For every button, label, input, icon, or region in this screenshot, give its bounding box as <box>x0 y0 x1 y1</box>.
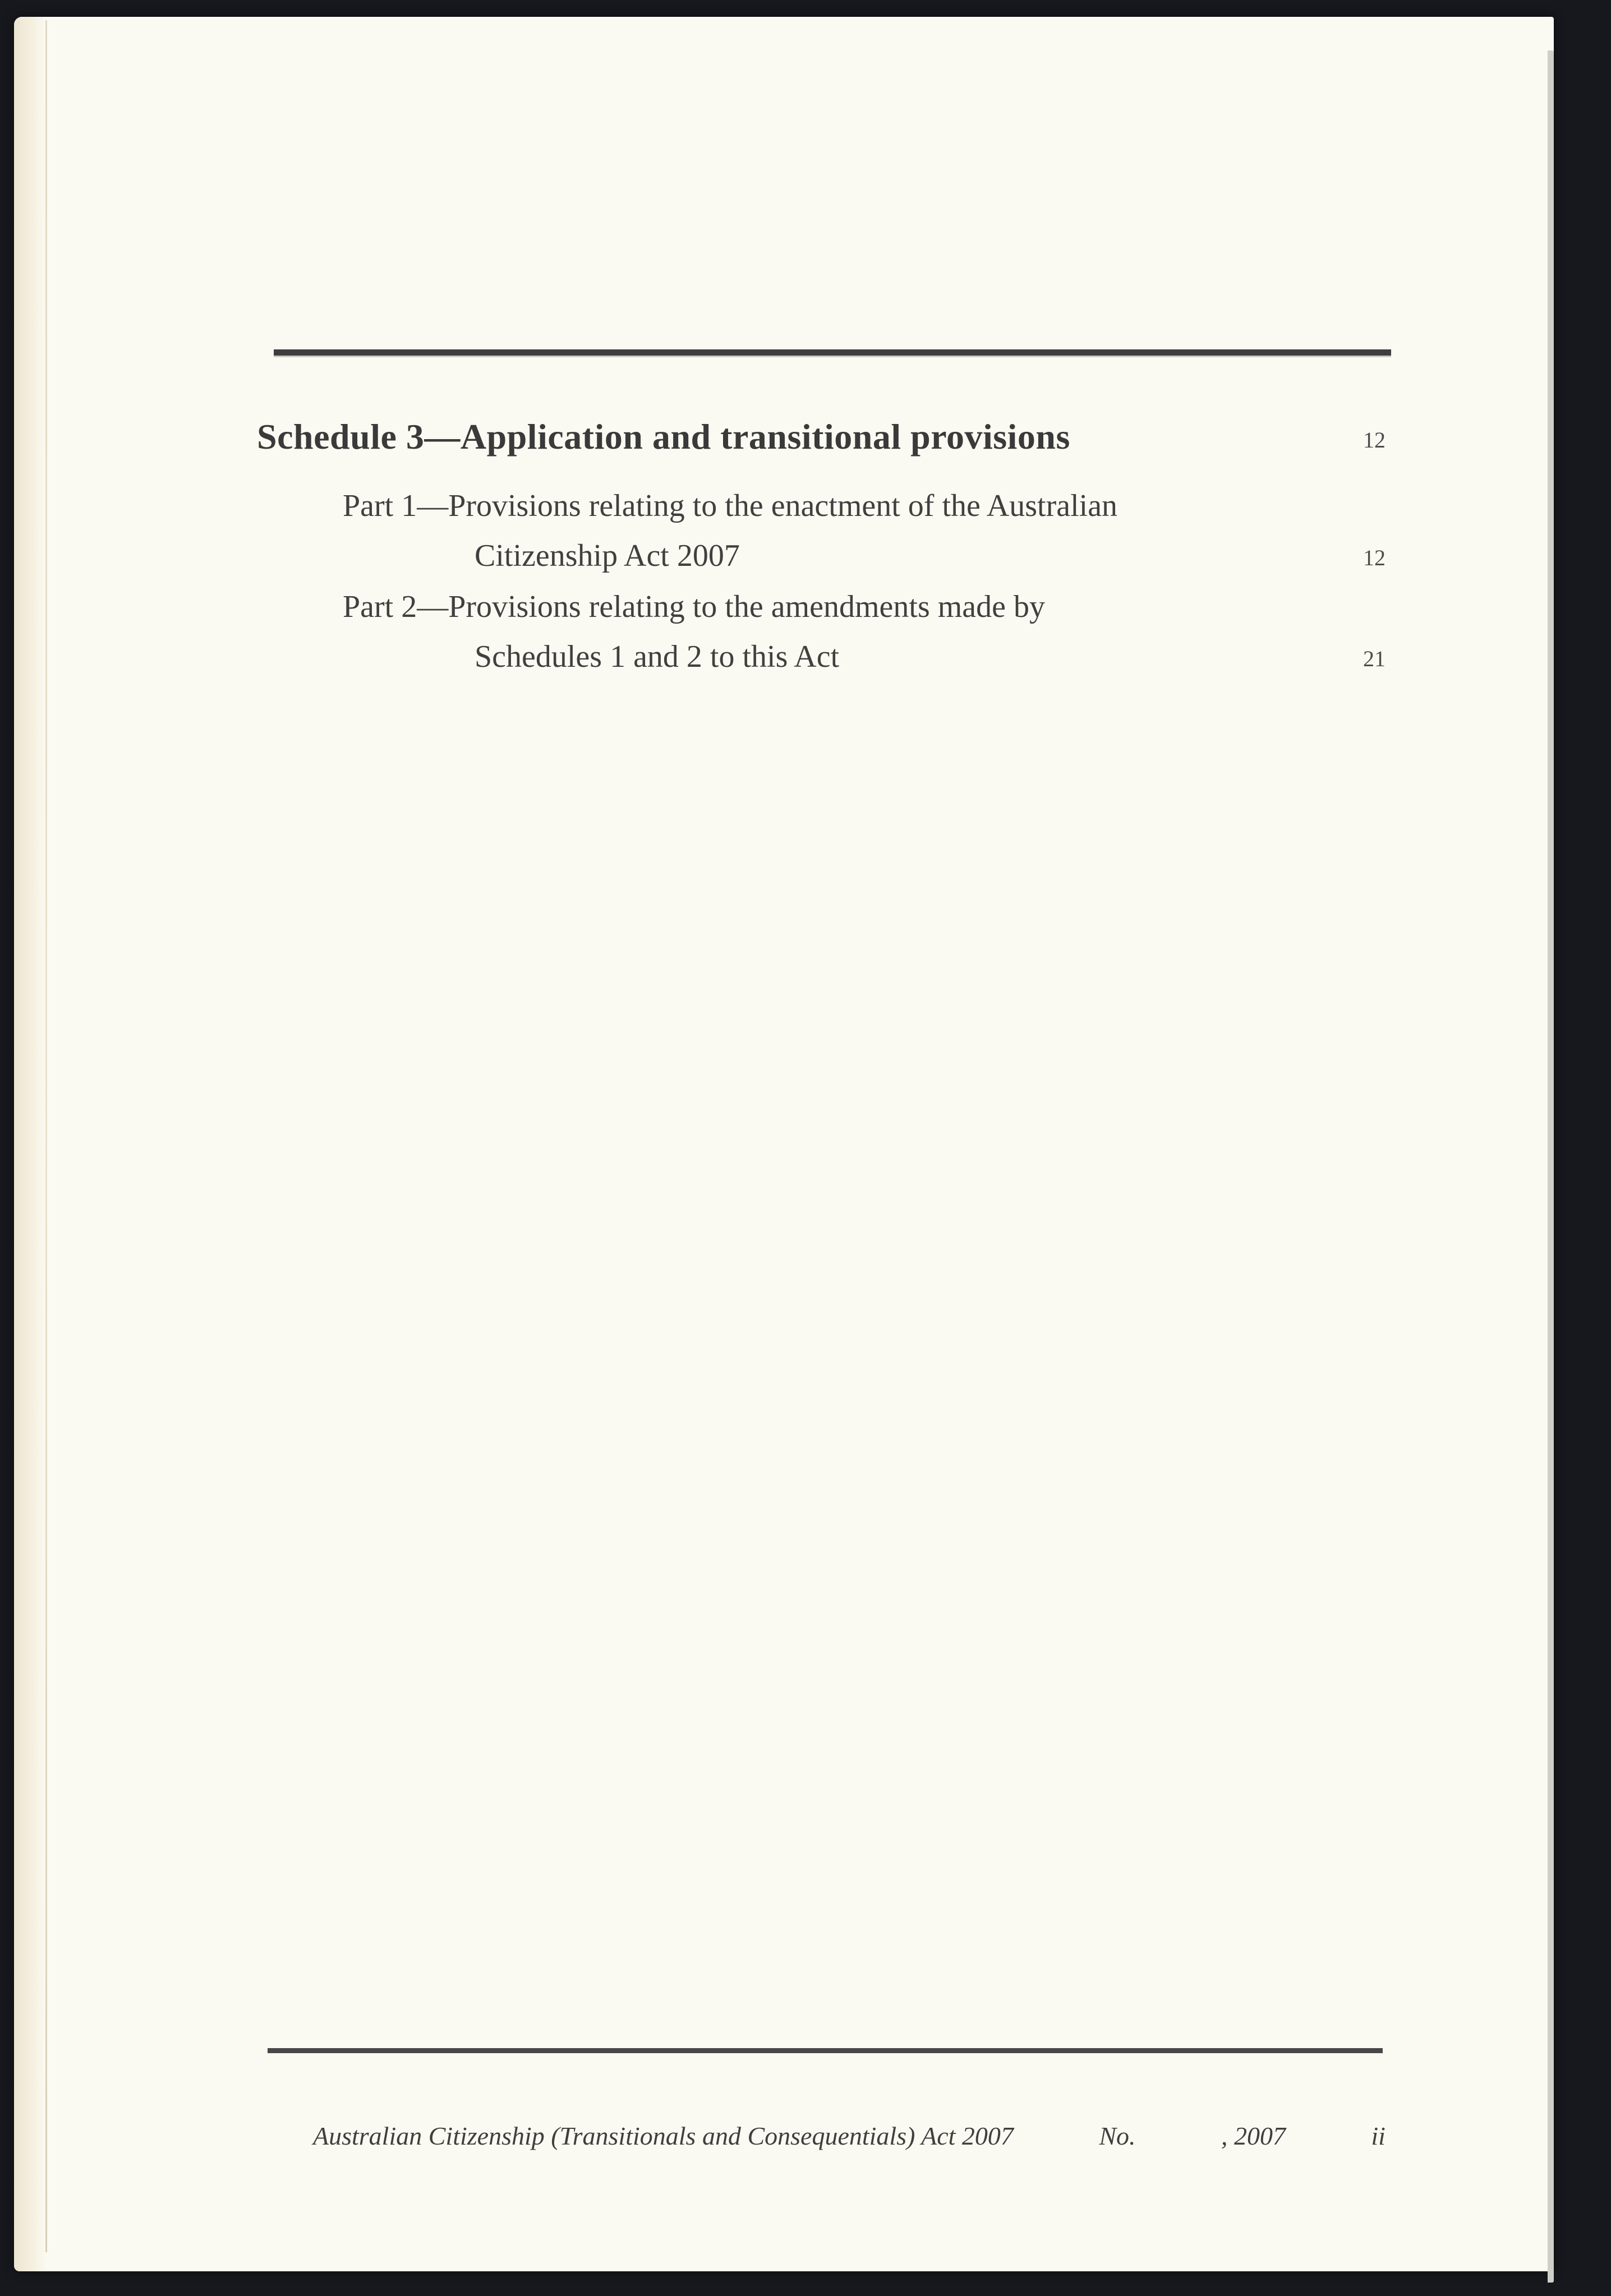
top-rule <box>274 349 1391 356</box>
toc-entry-part-2 <box>257 582 1386 682</box>
toc-part-2-line-2: Schedules 1 and 2 to this Act <box>475 639 840 674</box>
toc-schedule-title: Schedule 3—Application and transitional provisions <box>257 417 1070 457</box>
document-page <box>14 17 1554 2271</box>
footer-year-label: , 2007 <box>1221 2122 1286 2150</box>
toc-part-2-page-number: 21 <box>1363 646 1386 671</box>
toc-schedule-page-number: 12 <box>1363 427 1386 453</box>
footer-no-label: No. <box>1099 2122 1136 2150</box>
binding-crease-line <box>45 20 47 2252</box>
page-right-edge <box>1548 50 1554 2283</box>
footer-page-number: ii <box>1371 2122 1386 2150</box>
toc-entry-schedule-3 <box>257 416 1386 458</box>
footer <box>257 2121 1386 2151</box>
toc-entry-part-1 <box>257 481 1386 581</box>
toc-part-2-line-1: Part 2—Provisions relating to the amendments made by <box>343 589 1046 624</box>
toc-part-1-page-number: 12 <box>1363 545 1386 570</box>
toc-part-1-title <box>343 481 1117 581</box>
binding-edge <box>14 17 47 2271</box>
toc-part-2-title <box>343 582 1045 682</box>
footer-rule <box>268 2048 1383 2053</box>
toc-part-1-line-2: Citizenship Act 2007 <box>475 538 740 573</box>
toc-part-1-line-1: Part 1—Provisions relating to the enactment of the Australian <box>343 488 1118 523</box>
footer-act-title: Australian Citizenship (Transitionals and Consequentials) Act 2007 <box>313 2122 1014 2150</box>
